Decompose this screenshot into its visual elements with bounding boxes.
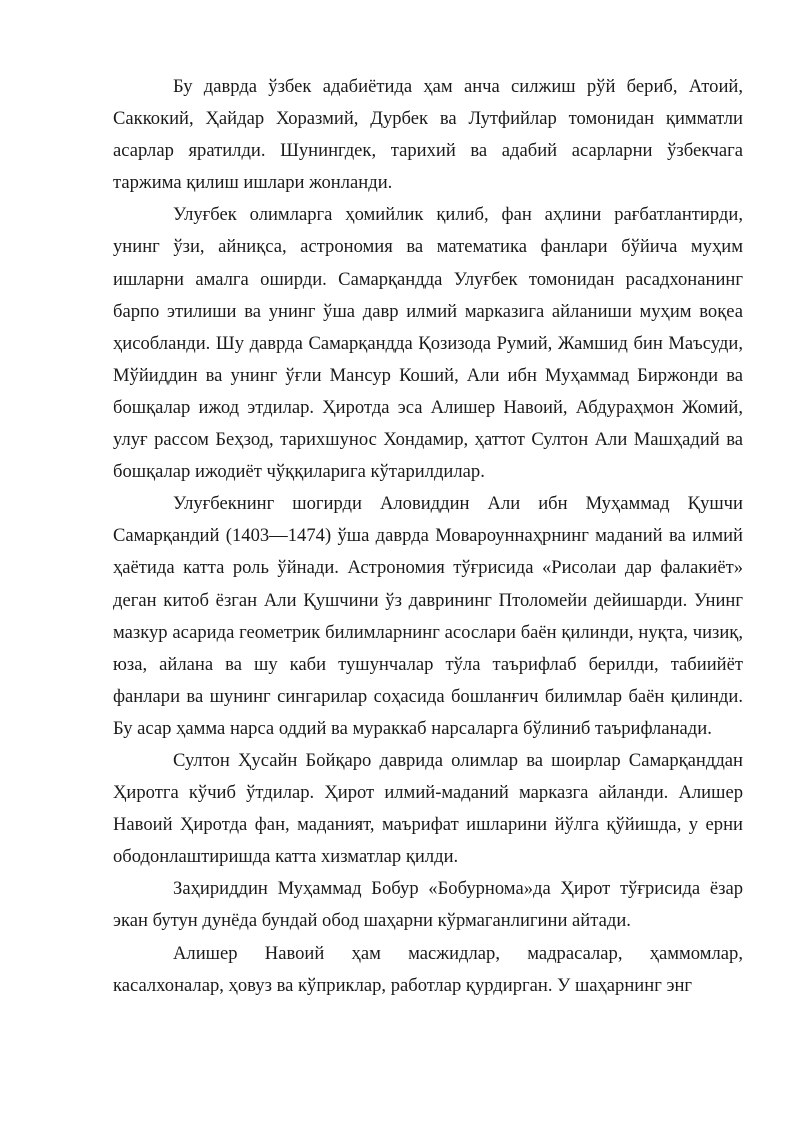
paragraph-5: Заҳириддин Муҳаммад Бобур «Бобурнома»да Ҳирот тўғрисида ёзар экан бутун дунёда бундай обод шаҳарни кўрмаганлигини айтади. [113,878,743,932]
paragraph-6: Алишер Навоий ҳам масжидлар, мадрасалар, ҳаммомлар, касалхоналар, ҳовуз ва кўприклар, работлар қурдирган. У шаҳарнинг энг [113,942,743,996]
paragraph-1: Бу даврда ўзбек адабиётида ҳам анча силжиш рўй бериб, Атоий, Саккокий, Ҳайдар Хоразмий, Дурбек ва Лутфийлар томонидан қимматли асарлар яратилди. Шунингдек, тарихий ва адабий асарларни ўзбекчага таржима қилиш ишлари жонланди. [113,76,743,194]
paragraph-2: Улуғбек олимларга ҳомийлик қилиб, фан аҳлини рағбатлантирди, унинг ўзи, айниқса, астрономия ва математика фанлари бўйича муҳим ишларни амалга оширди. Самарқандда Улуғбек томонидан расадхонанинг барпо этилиши ва унинг ўша давр илмий марказига айланиши муҳим воқеа ҳисобланди. Шу даврда Самарқандда Қозизода Румий, Жамшид бин Маъсуди, Мўйиддин ва унинг ўғли Мансур Коший, Али ибн Муҳаммад Биржонди ва бошқалар ижод этдилар. Ҳиротда эса Алишер Навоий, Абдураҳмон Жомий, улуғ рассом Беҳзод, тарихшунос Хондамир, ҳаттот Султон Али Машҳадий ва бошқалар ижодиёт чўққиларига кўтарилдилар. [113,204,743,483]
paragraph-4: Султон Ҳусайн Бойқаро даврида олимлар ва шоирлар Самарқанддан Ҳиротга кўчиб ўтдилар. Ҳирот илмий-маданий марказга айланди. Алишер Навоий Ҳиротда фан, маданият, маърифат ишларини йўлга қўйишда, у ерни ободонлаштиришда катта хизматлар қилди. [113,749,743,868]
document-body [113,71,743,1002]
paragraph-3: Улуғбекнинг шогирди Аловиддин Али ибн Муҳаммад Қушчи Самарқандий (1403—1474) ўша даврда Мовароуннаҳрнинг маданий ва илмий ҳаётида катта роль ўйнади. Астрономия тўғрисида «Рисолаи дар фалакиёт» деган китоб ёзган Али Қушчини ўз даврининг Птоломейи дейишарди. Унинг мазкур асарида геометрик билимларнинг асослари баён қилинди, нуқта, чизиқ, юза, айлана ва шу каби тушунчалар тўла таърифлаб берилди, табиийёт фанлари ва шунинг сингарилар соҳасида бошланғич билимлар баён қилинди. Бу асар ҳамма нарса оддий ва мураккаб нарсаларга бўлиниб таърифланади. [113,493,743,739]
